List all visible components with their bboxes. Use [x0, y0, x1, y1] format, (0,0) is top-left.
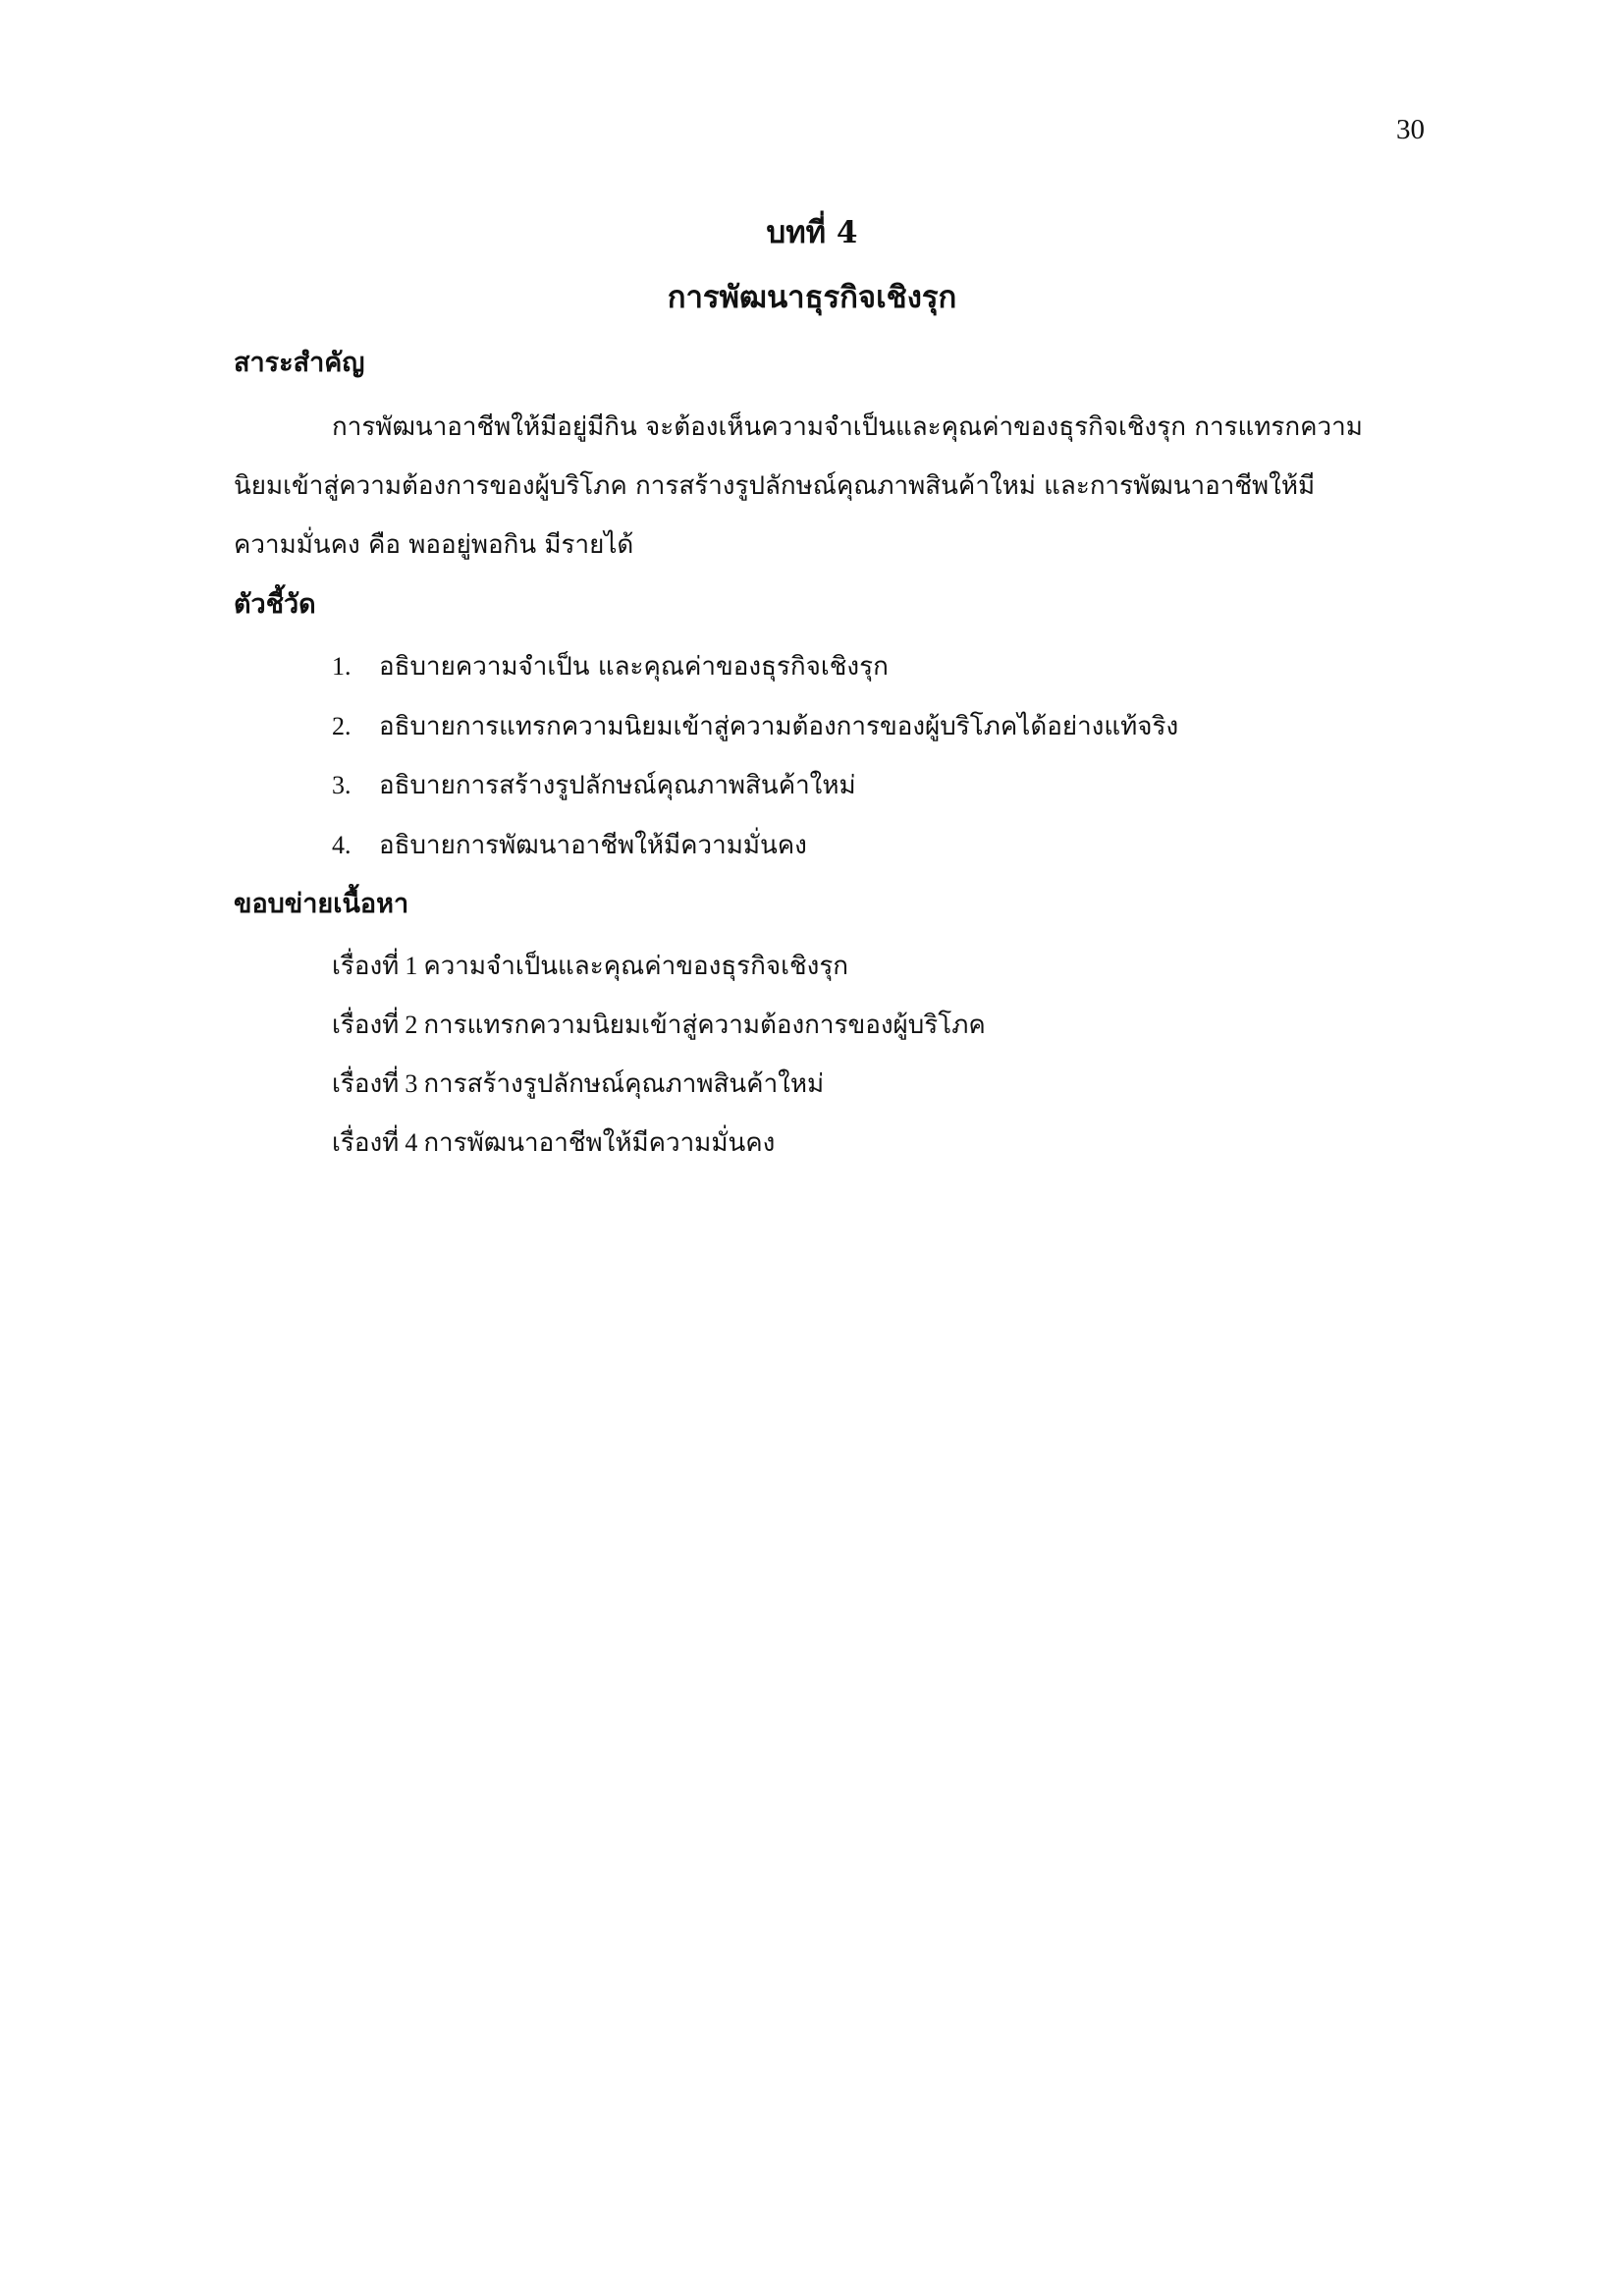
scope-item: [332, 1125, 775, 1161]
indicator-number: 3.: [332, 771, 352, 799]
indicators-heading: ตัวชี้วัด: [234, 589, 316, 620]
scope-number: 4: [405, 1128, 418, 1157]
indicator-text: อธิบายการสร้างรูปลักษณ์คุณภาพสินค้าใหม่: [379, 771, 856, 800]
scope-prefix: เรื่องที่: [332, 1069, 400, 1099]
indicator-number: 2.: [332, 712, 352, 740]
chapter-label: บทที่ 4: [766, 215, 858, 250]
scope-number: 3: [405, 1069, 418, 1098]
indicator-number: 1.: [332, 652, 352, 681]
scope-text: การแทรกความนิยมเข้าสู่ความต้องการของผู้บริโภค: [423, 1011, 986, 1040]
indicator-item: [332, 709, 1178, 744]
scope-prefix: เรื่องที่: [332, 1011, 400, 1040]
scope-number: 2: [405, 1011, 418, 1039]
indicator-text: อธิบายการแทรกความนิยมเข้าสู่ความต้องการของผู้บริโภคได้อย่างแท้จริง: [379, 712, 1179, 741]
scope-text: การพัฒนาอาชีพให้มีความมั่นคง: [423, 1128, 776, 1158]
scope-prefix: เรื่องที่: [332, 1128, 400, 1158]
scope-heading: ขอบข่ายเนื้อหา: [234, 889, 409, 919]
scope-item: [332, 1066, 824, 1102]
summary-line: ความมั่นคง คือ พออยู่พอกิน มีรายได้: [234, 530, 634, 560]
indicator-text: อธิบายความจำเป็น และคุณค่าของธุรกิจเชิงรุก: [379, 652, 889, 682]
scope-number: 1: [405, 952, 418, 980]
chapter-title: การพัฒนาธุรกิจเชิงรุก: [667, 280, 957, 315]
indicator-number: 4.: [332, 831, 352, 859]
scope-text: การสร้างรูปลักษณ์คุณภาพสินค้าใหม่: [423, 1069, 825, 1099]
scope-item: [332, 1008, 986, 1043]
summary-line: การพัฒนาอาชีพให้มีอยู่มีกิน จะต้องเห็นความจำเป็นและคุณค่าของธุรกิจเชิงรุก การแทรกความ: [332, 412, 1363, 442]
page-number: 30: [1396, 114, 1425, 145]
indicator-item: [332, 649, 889, 684]
indicator-text: อธิบายการพัฒนาอาชีพให้มีความมั่นคง: [379, 831, 807, 860]
scope-text: ความจำเป็นและคุณค่าของธุรกิจเชิงรุก: [423, 952, 849, 981]
scope-prefix: เรื่องที่: [332, 952, 400, 981]
scope-item: [332, 949, 848, 984]
indicator-item: [332, 828, 807, 863]
summary-line: นิยมเข้าสู่ความต้องการของผู้บริโภค การสร้างรูปลักษณ์คุณภาพสินค้าใหม่ และการพัฒนาอาชีพให้มี: [234, 471, 1316, 501]
indicator-item: [332, 768, 856, 803]
summary-heading: สาระสำคัญ: [234, 348, 365, 378]
